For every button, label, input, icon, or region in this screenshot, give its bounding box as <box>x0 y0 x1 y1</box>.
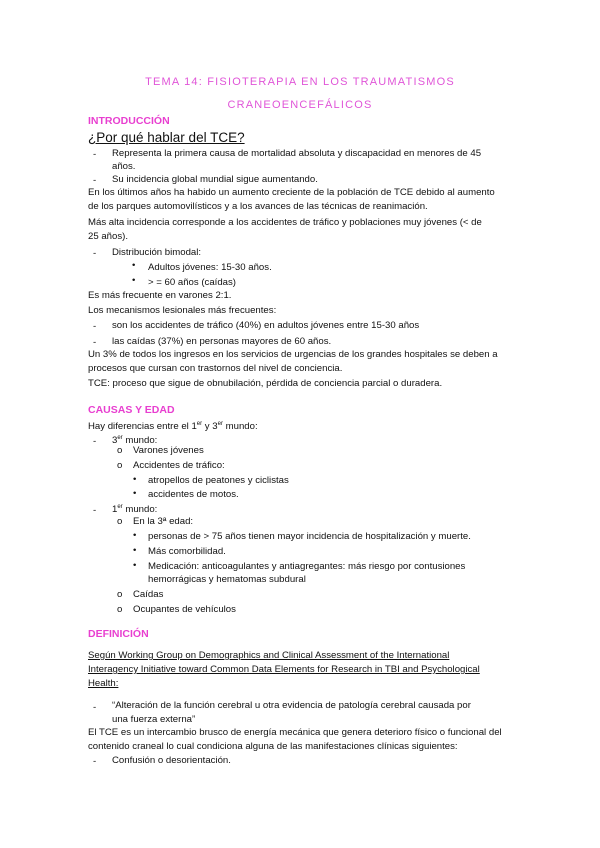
intro-paragraph-4: Los mecanismos lesionales más frecuentes: <box>88 305 277 316</box>
definicion-source-line-1: Según Working Group on Demographics and Clinical Assessment of the International <box>88 650 450 661</box>
dash-bullet: - <box>93 505 97 516</box>
intro-paragraph-6: TCE: proceso que sigue de obnubilación, pérdida de conciencia parcial o duradera. <box>88 378 443 389</box>
intro-question: ¿Por qué hablar del TCE? <box>88 130 245 145</box>
circle-bullet: o <box>117 604 123 615</box>
dash-bullet: - <box>93 436 97 447</box>
dash-bullet: - <box>93 756 97 767</box>
dash-bullet: - <box>93 321 97 332</box>
dot-bullet: • <box>133 530 137 541</box>
dash-bullet: - <box>93 702 97 713</box>
causas-first-item-1a: personas de > 75 años tienen mayor incidencia de hospitalización y muerte. <box>148 531 471 542</box>
causas-third-item-2: Accidentes de tráfico: <box>133 460 225 471</box>
dot-bullet: • <box>133 545 137 556</box>
dash-bullet: - <box>93 248 97 259</box>
causas-first-item-3: Ocupantes de vehículos <box>133 604 236 615</box>
circle-bullet: o <box>117 589 123 600</box>
dot-bullet: • <box>132 275 136 286</box>
intro-paragraph-3: Es más frecuente en varones 2:1. <box>88 290 232 301</box>
heading-causas-y-edad: CAUSAS Y EDAD <box>88 404 175 416</box>
intro-mechanism-2: las caídas (37%) en personas mayores de 60 años. <box>112 336 332 347</box>
heading-introduccion: INTRODUCCIÓN <box>88 115 170 127</box>
intro-paragraph-1-line-2: de los parques automovilísticos y a los avances de las técnicas de reanimación. <box>88 201 428 212</box>
causas-first-item-1: En la 3ª edad: <box>133 516 194 527</box>
dash-bullet: - <box>93 175 97 186</box>
definicion-quote-line-2: una fuerza externa” <box>112 714 196 725</box>
causas-first-item-1b: Más comorbilidad. <box>148 546 226 557</box>
circle-bullet: o <box>117 516 123 527</box>
intro-paragraph-5-line-1: Un 3% de todos los ingresos en los servicios de urgencias de los grandes hospitales se deben a <box>88 349 498 360</box>
causas-third-item-2a: atropellos de peatones y ciclistas <box>148 475 289 486</box>
document-title-line-1: TEMA 14: FISIOTERAPIA EN LOS TRAUMATISMOS <box>145 76 455 88</box>
dash-bullet: - <box>93 149 97 160</box>
dot-bullet: • <box>133 560 137 571</box>
causas-third-world: 3er mundo: <box>112 435 158 447</box>
definicion-source-line-2: Interagency Initiative toward Common Data Elements for Research in TBI and Psychological <box>88 664 480 675</box>
definicion-bullet-1: Confusión o desorientación. <box>112 755 231 766</box>
definicion-paragraph-line-1: El TCE es un intercambio brusco de energía mecánica que genera deterioro físico o funcional del <box>88 727 502 738</box>
intro-bullet-2: Su incidencia global mundial sigue aumentando. <box>112 174 318 185</box>
intro-bullet-1-line-2: años. <box>112 161 136 172</box>
intro-mechanism-1: son los accidentes de tráfico (40%) en adultos jóvenes entre 15-30 años <box>112 320 420 331</box>
intro-bullet-1-line-1: Representa la primera causa de mortalidad absoluta y discapacidad en menores de 45 <box>112 148 482 159</box>
dot-bullet: • <box>133 474 137 485</box>
definicion-paragraph-line-2: contenido craneal lo cual condiciona alguna de las manifestaciones clínicas siguientes: <box>88 741 458 752</box>
definicion-source-line-3: Health: <box>88 678 119 689</box>
intro-paragraph-2-line-2: 25 años). <box>88 231 129 242</box>
intro-bimodal: Distribución bimodal: <box>112 247 202 258</box>
dash-bullet: - <box>93 337 97 348</box>
circle-bullet: o <box>117 460 123 471</box>
intro-bimodal-item-1: Adultos jóvenes: 15-30 años. <box>148 262 272 273</box>
circle-bullet: o <box>117 445 123 456</box>
intro-paragraph-5-line-2: procesos que cursan con trastornos del nivel de conciencia. <box>88 363 343 374</box>
causas-first-item-1c-line-2: hemorrágicas y hematomas subdural <box>148 574 306 585</box>
intro-bimodal-item-2: > = 60 años (caídas) <box>148 277 236 288</box>
causas-intro: Hay diferencias entre el 1er y 3er mundo: <box>88 421 258 433</box>
intro-paragraph-2-line-1: Más alta incidencia corresponde a los accidentes de tráfico y poblaciones muy jóvenes (< de <box>88 217 482 228</box>
causas-third-item-2b: accidentes de motos. <box>148 489 239 500</box>
heading-definicion: DEFINICIÓN <box>88 628 149 640</box>
definicion-quote-line-1: “Alteración de la función cerebral u otra evidencia de patología cerebral causada por <box>112 700 471 711</box>
causas-first-item-2: Caídas <box>133 589 164 600</box>
causas-first-item-1c-line-1: Medicación: anticoagulantes y antiagregantes: más riesgo por contusiones <box>148 561 466 572</box>
intro-paragraph-1-line-1: En los últimos años ha habido un aumento creciente de la población de TCE debido al aumento <box>88 187 495 198</box>
document-title-line-2: CRANEOENCEFÁLICOS <box>227 99 373 111</box>
dot-bullet: • <box>132 260 136 271</box>
causas-first-world: 1er mundo: <box>112 504 158 516</box>
causas-third-item-1: Varones jóvenes <box>133 445 204 456</box>
dot-bullet: • <box>133 488 137 499</box>
